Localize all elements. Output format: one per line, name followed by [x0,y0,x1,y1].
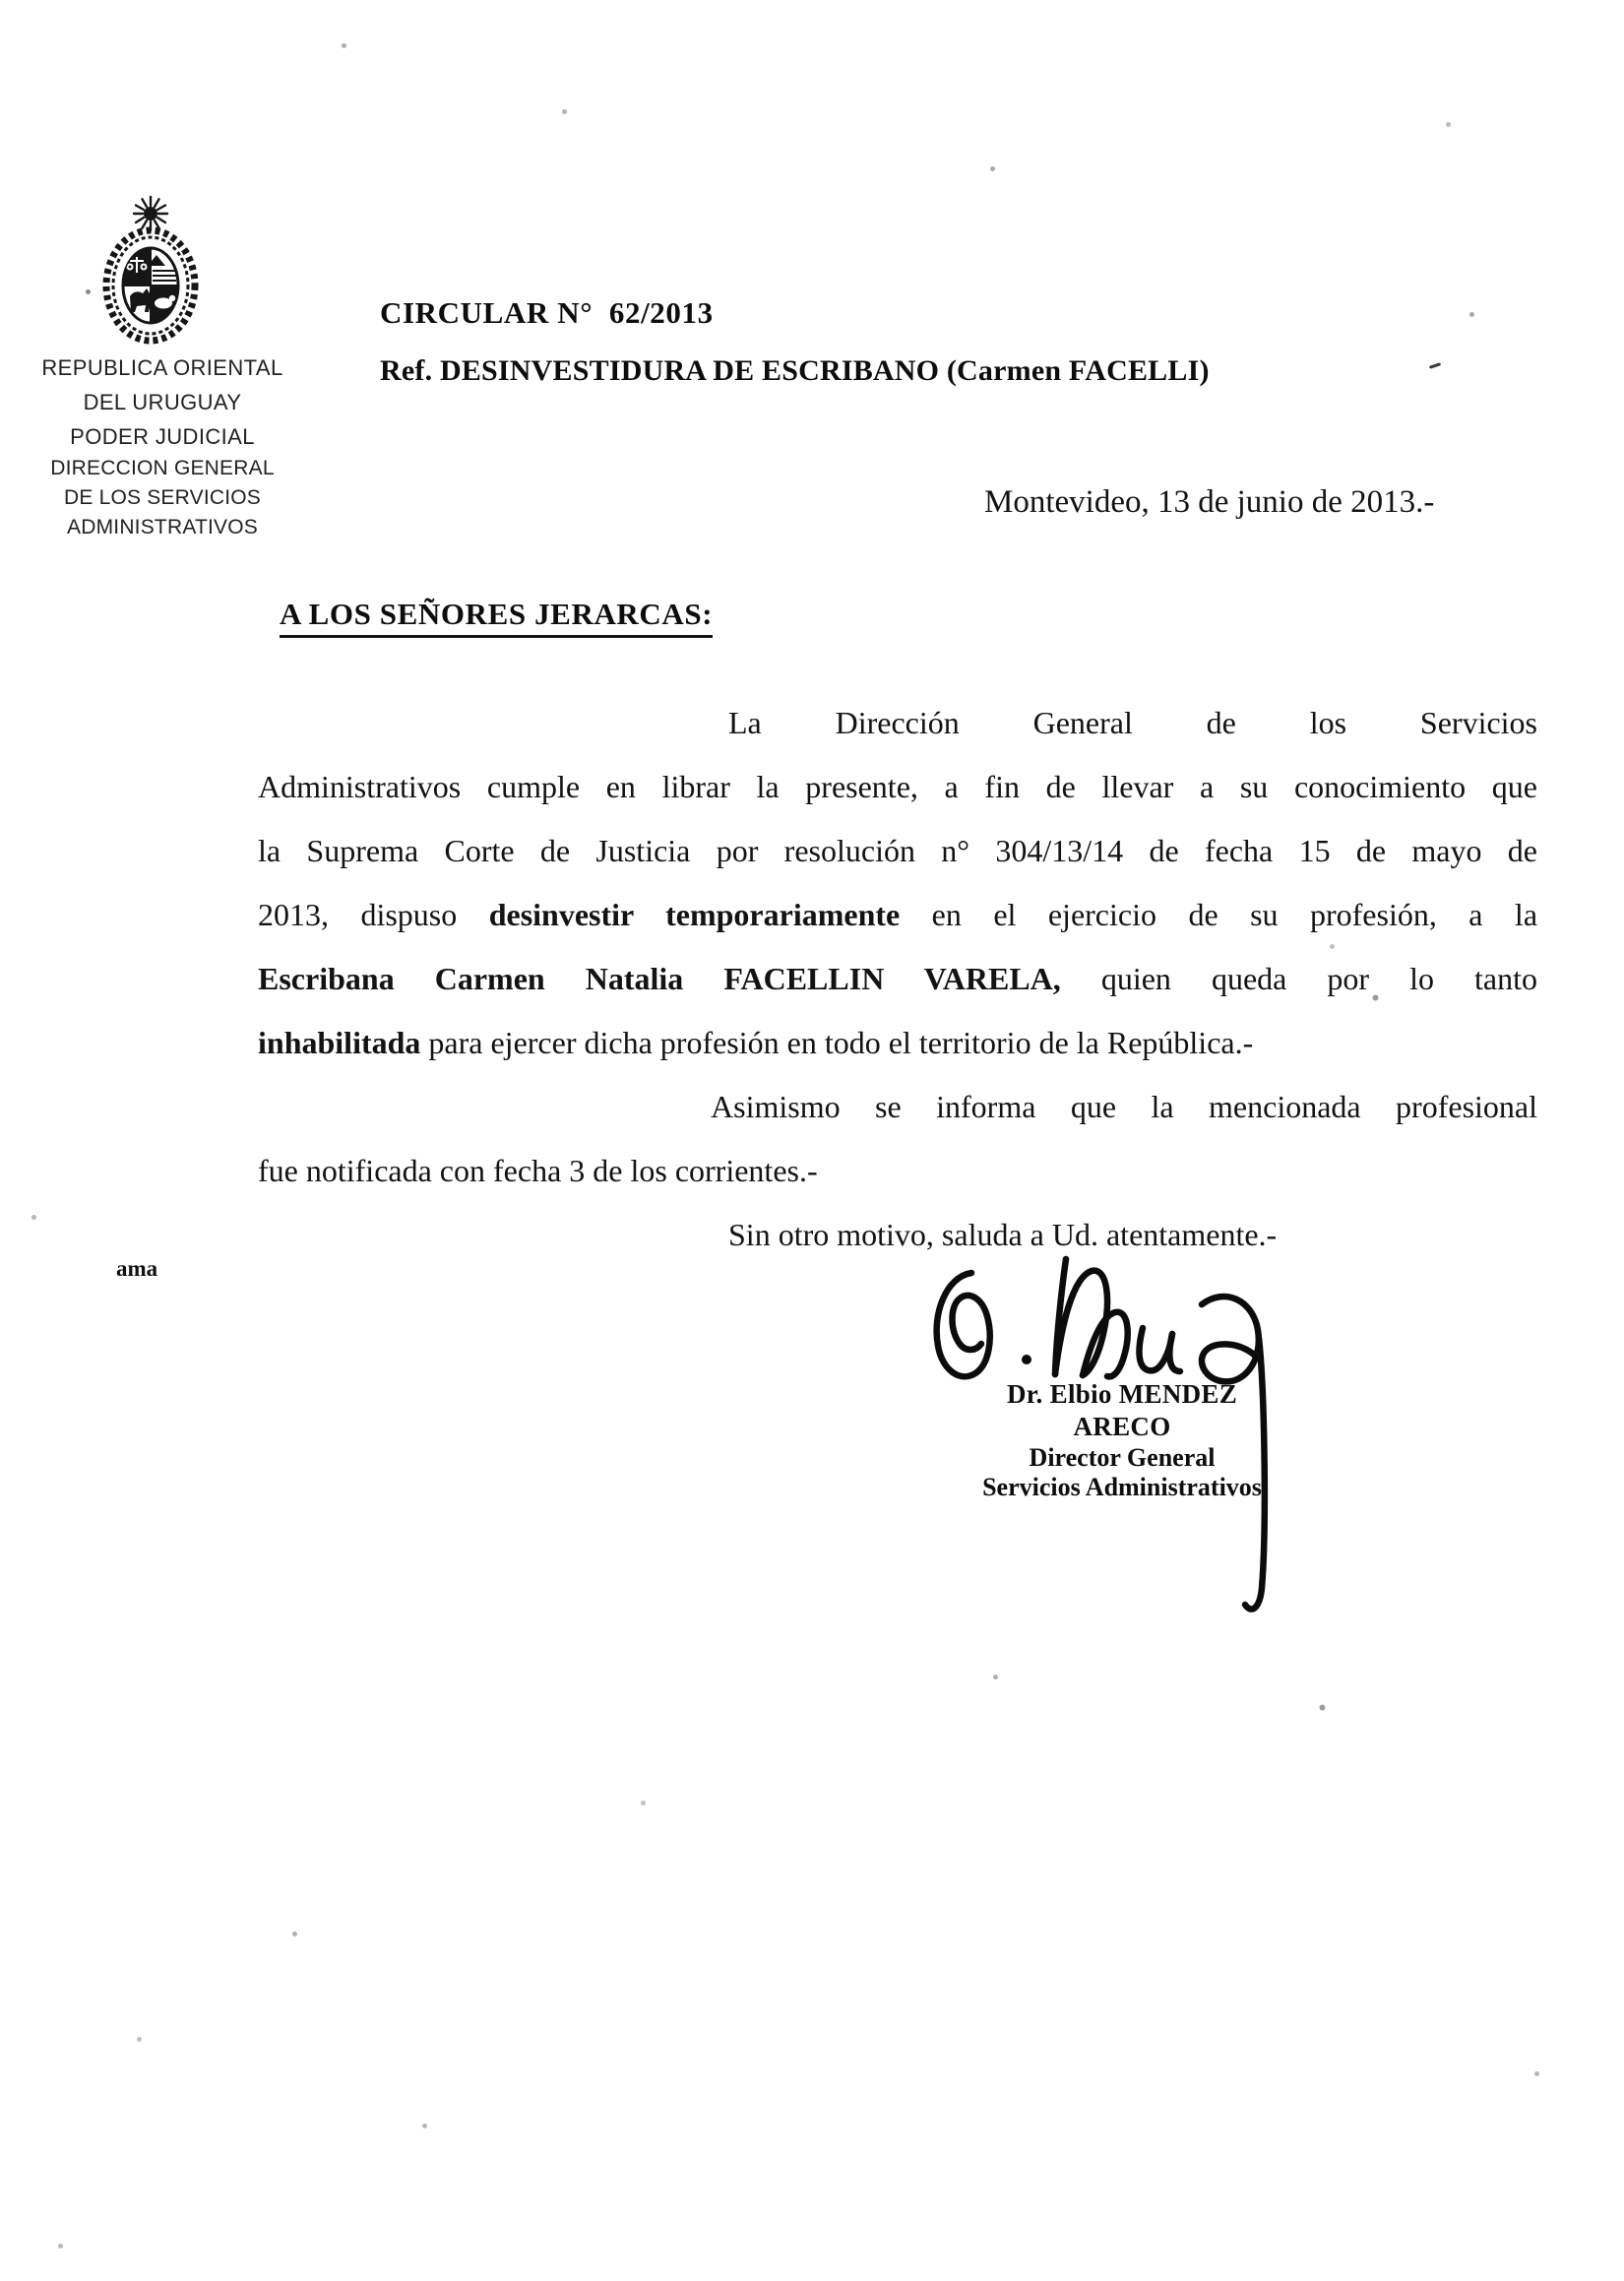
body-line: la Suprema Corte de Justicia por resolución n° 304/13/14 de fecha 15 de mayo de [258,833,1537,868]
letterhead-line: DEL URUGUAY [83,390,242,414]
scan-specks [0,0,3,3]
body-line: fue notificada con fecha 3 de los corrientes.- [258,1153,818,1188]
letterhead-line: ADMINISTRATIVOS [67,516,258,539]
body-line: Escribana Carmen Natalia FACELLIN VARELA, quien queda por lo tanto [258,961,1537,996]
typist-initials: ama [116,1256,158,1281]
letterhead-line: DIRECCION GENERAL [50,457,275,479]
circular-number: CIRCULAR N° 62/2013 [380,295,714,330]
body-line: Administrativos cumple en librar la presente, a fin de llevar a su conocimiento que [258,769,1537,804]
uruguay-coat-of-arms-icon [91,190,211,355]
signature-block [963,1378,1281,1502]
letterhead-line: REPUBLICA ORIENTAL [41,355,283,380]
letterhead-line: DE LOS SERVICIOS [63,486,262,509]
body-paragraphs [258,691,1537,1267]
letterhead-line: PODER JUDICIAL [70,424,255,449]
signatory-role: Director General [1029,1443,1216,1472]
body-line: Asimismo se informa que la mencionada profesional [711,1089,1537,1124]
signatory-name: Dr. Elbio MENDEZ ARECO [1006,1379,1238,1441]
signatory-department: Servicios Administrativos [982,1473,1262,1501]
body-line: inhabilitada para ejercer dicha profesión en todo el territorio de la República.- [258,1025,1254,1060]
body-line: 2013, dispuso desinvestir temporariamente en el ejercicio de su profesión, a la [258,897,1537,932]
reference-line: Ref. DESINVESTIDURA DE ESCRIBANO (Carmen FACELLI) [380,354,1210,387]
dateline: Montevideo, 13 de junio de 2013.- [984,484,1435,520]
body-line: La Dirección General de los Servicios [728,705,1537,740]
letterhead [20,350,305,542]
scan-artifact-tick [1429,362,1441,369]
body-line: Sin otro motivo, saluda a Ud. atentamente.- [728,1217,1278,1252]
salutation: A LOS SEÑORES JERARCAS: [280,597,713,638]
